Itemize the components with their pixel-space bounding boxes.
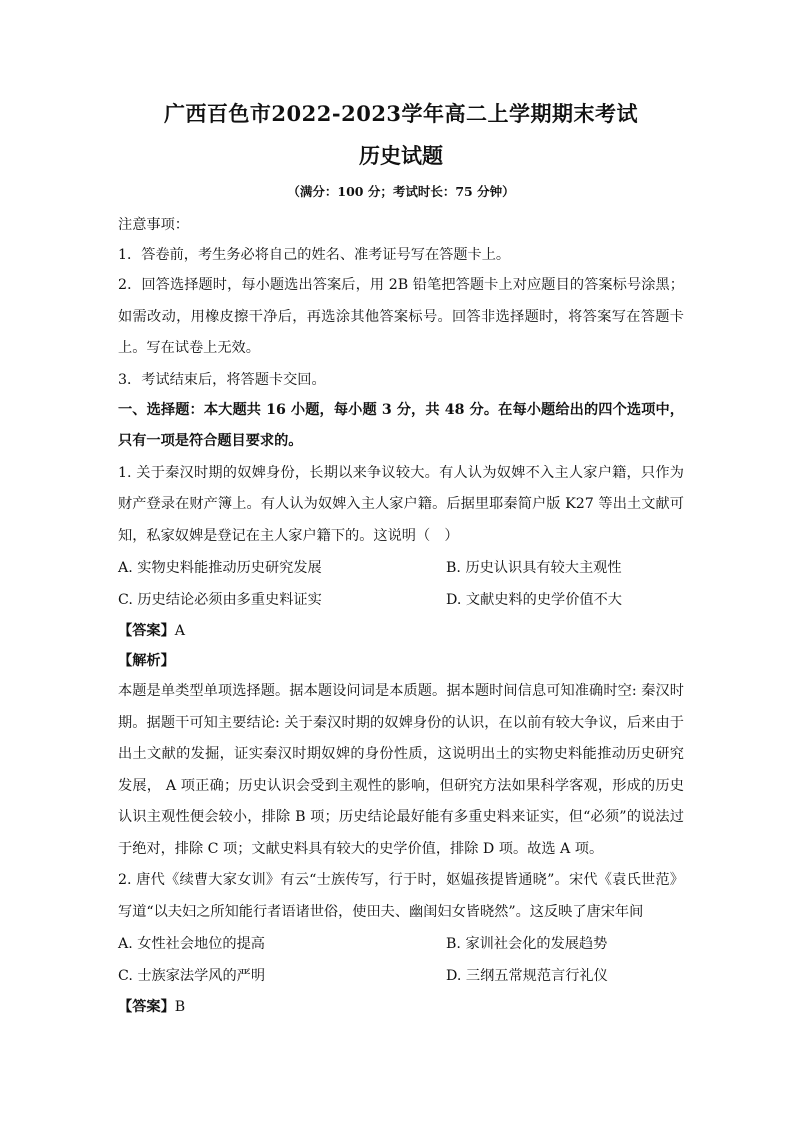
question-1-answer <box>118 616 684 646</box>
exam-subtitle: 历史试题 <box>359 143 443 168</box>
answer-value: A <box>174 623 186 639</box>
section-heading: 一、选择题：本大题共 16 小题，每小题 3 分，共 48 分。在每小题给出的四个选项中，只有一项是符合题目要求的。 <box>118 401 684 449</box>
notes-item-1: 1．答卷前，考生务必将自己的姓名、准考证号写在答题卡上。 <box>118 247 511 263</box>
question-1-option-a: A. 实物史料能推动历史研究发展 <box>118 560 322 576</box>
question-2-option-b: B. 家训社会化的发展趋势 <box>446 936 608 952</box>
answer-label: 【答案】 <box>118 999 175 1015</box>
question-2-option-c: C. 士族家法学风的严明 <box>118 968 266 984</box>
question-2-stem: 2. 唐代《续曹大家女训》有云“士族传写，行于时，妪媪孩提皆通晓”。宋代《袁氏世范》写道“以夫妇之所知能行者语诸世俗，使田夫、幽闺妇女皆晓然”。这反映了唐宋年间 <box>118 872 684 920</box>
question-2-option-d: D. 三纲五常规范言行礼仪 <box>446 968 608 984</box>
question-2-option-a: A. 女性社会地位的提高 <box>118 936 265 952</box>
exam-meta: （满分：100 分；考试时长：75 分钟） <box>287 184 515 199</box>
question-1-analysis: 本题是单类型单项选择题。据本题设问词是本质题。据本题时间信息可知准确时空: 秦汉时期。据题干可知主要结论: 关于秦汉时期的奴婢身份的认识，在以前有较大争议，后来由于出土文献的发掘，证实秦汉时期奴婢的身份性质，这说明出土的实物史料能推动历史研究发展， A 项正确；历史认识会受到主观性的影响，但研究方法如果科学客观，形成的历史认识主观性便会较小，排除 B 项；历史结论最好能有多重史料来证实，但“必须”的说法过于绝对，排除 C 项；文献史料具有较大的史学价值，排除 D 项。故选 A 项。 <box>118 683 684 857</box>
question-1-options <box>118 552 684 616</box>
question-1-stem: 1. 关于秦汉时期的奴婢身份，长期以来争议较大。有人认为奴婢不入主人家户籍，只作为财产登录在财产簿上。有人认为奴婢入主人家户籍。后据里耶秦简户版 K27 等出土文献可知，私家奴婢是登记在主人家户籍下的。这说明（ ） <box>118 464 684 544</box>
notes-heading: 注意事项： <box>118 217 189 233</box>
question-2-answer <box>118 992 684 1022</box>
question-1-option-d: D. 文献史料的史学价值不大 <box>446 592 622 608</box>
notes-item-2: 2．回答选择题时，每小题选出答案后，用 2B 铅笔把答题卡上对应题目的答案标号涂黑；如需改动，用橡皮擦干净后，再选涂其他答案标号。回答非选择题时，将答案写在答题卡上。写在试卷上无效。 <box>118 277 684 356</box>
notes-item-3: 3．考试结束后，将答题卡交回。 <box>118 371 326 388</box>
exam-title: 广西百色市2022-2023学年高二上学期期末考试 <box>163 101 639 126</box>
answer-value: B <box>174 999 186 1015</box>
question-2-options <box>118 928 684 992</box>
question-1-option-c: C. 历史结论必须由多重史料证实 <box>118 592 322 608</box>
question-1-option-b: B. 历史认识具有较大主观性 <box>446 560 622 576</box>
answer-label: 【答案】 <box>118 623 175 639</box>
question-1-analysis-label: 【解析】 <box>118 653 175 669</box>
